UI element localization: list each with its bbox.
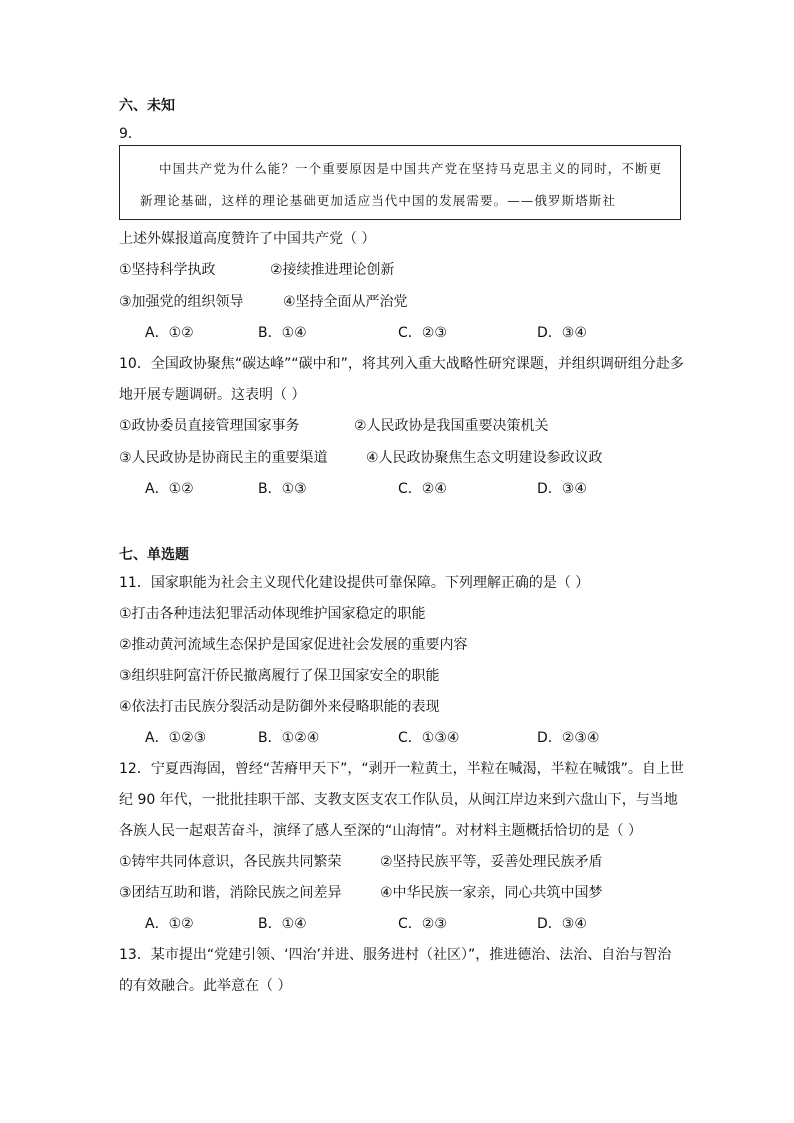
quote-box [119, 145, 681, 220]
question-stem: 纪 90 年代，一批批挂职干部、支教支医支农工作队员，从闽江岸边来到六盘山下，与当地 [119, 792, 678, 808]
answer-option: B．①④ [258, 916, 307, 932]
choice-item: ②接续推进理论创新 [270, 262, 395, 278]
choice-item: ①坚持科学执政 [119, 262, 216, 278]
choice-item: ③团结互助和谐，消除民族之间差异 [119, 885, 342, 901]
section-heading: 七、单选题 [119, 547, 189, 563]
question-stem: 12．宁夏西海固，曾经“苦瘠甲天下”，“剥开一粒黄土，半粒在喊渴，半粒在喊饿”。自上世 [119, 761, 684, 777]
question-stem: 的有效融合。此举意在（ ） [119, 978, 292, 994]
answer-option: C．①③④ [398, 730, 460, 746]
answer-option: D．③④ [537, 916, 587, 932]
section-heading: 六、未知 [119, 98, 175, 114]
question-stem: 13．某市提出“党建引领、‘四治’并进、服务进村（社区）”，推进德治、法治、自治与智治 [119, 947, 672, 963]
question-number: 9． [119, 126, 142, 142]
answer-option: D．③④ [537, 325, 587, 341]
question-stem: 地开展专题调研。这表明（ ） [119, 387, 306, 403]
quote-line: 新理论基础，这样的理论基础更加适应当代中国的发展需要。——俄罗斯塔斯社 [140, 193, 617, 208]
choice-item: ④依法打击民族分裂活动是防御外来侵略职能的表现 [119, 699, 440, 715]
answer-option: A．①② [145, 325, 194, 341]
choice-item: ④坚持全面从严治党 [283, 294, 408, 310]
answer-option: D．②③④ [537, 730, 600, 746]
choice-item: ①政协委员直接管理国家事务 [119, 418, 300, 434]
answer-option: A．①② [145, 916, 194, 932]
answer-option: A．①② [145, 481, 194, 497]
choice-item: ①打击各种违法犯罪活动体现维护国家稳定的职能 [119, 606, 426, 622]
answer-option: B．①③ [258, 481, 307, 497]
choice-item: ②推动黄河流域生态保护是国家促进社会发展的重要内容 [119, 637, 468, 653]
answer-option: D．③④ [537, 481, 587, 497]
choice-item: ④人民政协聚焦生态文明建设参政议政 [366, 450, 603, 466]
choice-item: ③加强党的组织领导 [119, 294, 244, 310]
quote-line: 中国共产党为什么能？一个重要原因是中国共产党在坚持马克思主义的同时，不断更 [159, 161, 663, 176]
choice-item: ②坚持民族平等，妥善处理民族矛盾 [380, 854, 603, 870]
choice-item: ③人民政协是协商民主的重要渠道 [119, 450, 328, 466]
question-stem: 10．全国政协聚焦“碳达峰”“碳中和”，将其列入重大战略性研究课题，并组织调研组分赴多 [119, 356, 684, 372]
question-stem: 上述外媒报道高度赞许了中国共产党（ ） [119, 231, 376, 247]
answer-option: B．①②④ [258, 730, 320, 746]
choice-item: ②人民政协是我国重要决策机关 [354, 418, 549, 434]
answer-option: C．②③ [398, 325, 447, 341]
answer-option: B．①④ [258, 325, 307, 341]
choice-item: ①铸牢共同体意识，各民族共同繁荣 [119, 854, 342, 870]
answer-option: C．②④ [398, 481, 447, 497]
answer-option: A．①②③ [145, 730, 207, 746]
choice-item: ③组织驻阿富汗侨民撤离履行了保卫国家安全的职能 [119, 668, 440, 684]
question-stem: 11．国家职能为社会主义现代化建设提供可靠保障。下列理解正确的是（ ） [119, 575, 590, 591]
answer-option: C．②③ [398, 916, 447, 932]
question-stem: 各族人民一起艰苦奋斗，演绎了感人至深的“山海情”。对材料主题概括恰切的是（ ） [119, 823, 642, 839]
choice-item: ④中华民族一家亲，同心共筑中国梦 [380, 885, 603, 901]
